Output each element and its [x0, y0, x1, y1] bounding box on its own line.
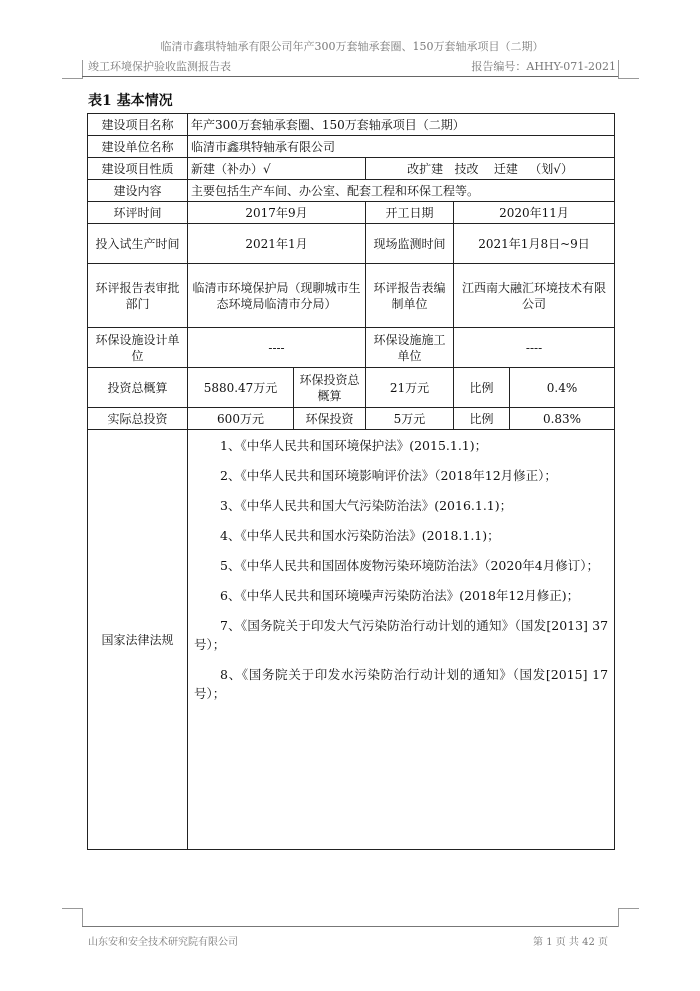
env-budget-label: 环保投资总概算	[294, 368, 366, 408]
trial-label: 投入试生产时间	[88, 224, 188, 264]
page-number: 第 1 页 共 42 页	[533, 937, 608, 948]
approval-label: 环评报告表审批部门	[88, 264, 188, 328]
construct-value: ----	[454, 328, 615, 368]
actual-label: 实际总投资	[88, 408, 188, 430]
header-title: 临清市鑫琪特轴承有限公司年产300万套轴承套圈、150万套轴承项目（二期）	[160, 40, 544, 53]
budget-label: 投资总概算	[88, 368, 188, 408]
law-item: 8、《国务院关于印发水污染防治行动计划的通知》（国发[2015] 17号）；	[194, 667, 609, 701]
ratio-value-1: 0.4%	[510, 368, 615, 408]
law-item: 4、《中华人民共和国水污染防治法》(2018.1.1)；	[220, 528, 500, 543]
report-number: 报告编号：AHHY-071-2021	[471, 60, 616, 73]
design-label: 环保设施设计单位	[88, 328, 188, 368]
crop-mark-top-left	[62, 60, 83, 79]
laws-list	[188, 430, 615, 850]
law-item: 2、《中华人民共和国环境影响评价法》（2018年12月修正）；	[220, 468, 557, 483]
project-name-value: 年产300万套轴承套圈、150万套轴承项目（二期）	[188, 114, 615, 136]
design-value: ----	[188, 328, 366, 368]
crop-mark-bottom-right	[618, 908, 639, 927]
env-actual-label: 环保投资	[294, 408, 366, 430]
table-title: 表1 基本情况	[88, 93, 173, 109]
basic-info-table	[87, 113, 615, 850]
budget-value: 5880.47万元	[188, 368, 294, 408]
monitor-label: 现场监测时间	[366, 224, 454, 264]
nature-tech: 技改	[454, 161, 479, 176]
trial-value: 2021年1月	[188, 224, 366, 264]
monitor-value: 2021年1月8日~9日	[454, 224, 615, 264]
law-item: 1、《中华人民共和国环境保护法》(2015.1.1)；	[220, 438, 488, 453]
footer-org: 山东安和安全技术研究院有限公司	[88, 937, 238, 948]
crop-mark-bottom-left	[62, 908, 83, 927]
approval-value: 临清市环境保护局（现聊城市生态环境局临清市分局）	[188, 264, 366, 328]
compiler-value: 江西南大融汇环境技术有限公司	[454, 264, 615, 328]
start-date-value: 2020年11月	[454, 202, 615, 224]
laws-label: 国家法律法规	[88, 430, 188, 850]
nature-move: 迁建	[493, 161, 518, 176]
eia-time-value: 2017年9月	[188, 202, 366, 224]
content-value: 主要包括生产车间、办公室、配套工程和环保工程等。	[188, 180, 615, 202]
ratio-label-2: 比例	[454, 408, 510, 430]
header-subtitle: 竣工环境保护验收监测报告表	[88, 60, 231, 73]
eia-time-label: 环评时间	[88, 202, 188, 224]
company-value: 临清市鑫琪特轴承有限公司	[188, 136, 615, 158]
law-item: 6、《中华人民共和国环境噪声污染防治法》(2018年12月修正)；	[220, 588, 580, 603]
nature-expand: 改扩建	[407, 161, 444, 176]
law-item: 3、《中华人民共和国大气污染防治法》(2016.1.1)；	[220, 498, 513, 513]
actual-value: 600万元	[188, 408, 294, 430]
header-row	[88, 58, 616, 74]
footer-divider	[82, 926, 618, 927]
env-actual-value: 5万元	[366, 408, 454, 430]
header-divider	[82, 76, 618, 77]
content-label: 建设内容	[88, 180, 188, 202]
ratio-value-2: 0.83%	[510, 408, 615, 430]
law-item: 7、《国务院关于印发大气污染防治行动计划的通知》（国发[2013] 37号）；	[194, 618, 609, 652]
company-label: 建设单位名称	[88, 136, 188, 158]
nature-label: 建设项目性质	[88, 158, 188, 180]
ratio-label-1: 比例	[454, 368, 510, 408]
env-budget-value: 21万元	[366, 368, 454, 408]
law-item: 5、《中华人民共和国固体废物污染环境防治法》（2020年4月修订）；	[220, 558, 599, 573]
compiler-label: 环评报告表编制单位	[366, 264, 454, 328]
start-date-label: 开工日期	[366, 202, 454, 224]
nature-new: 新建（补办）√	[188, 158, 366, 180]
nature-options	[366, 158, 615, 180]
project-name-label: 建设项目名称	[88, 114, 188, 136]
nature-plan: （划√）	[529, 161, 573, 176]
construct-label: 环保设施施工单位	[366, 328, 454, 368]
crop-mark-top-right	[618, 60, 639, 79]
